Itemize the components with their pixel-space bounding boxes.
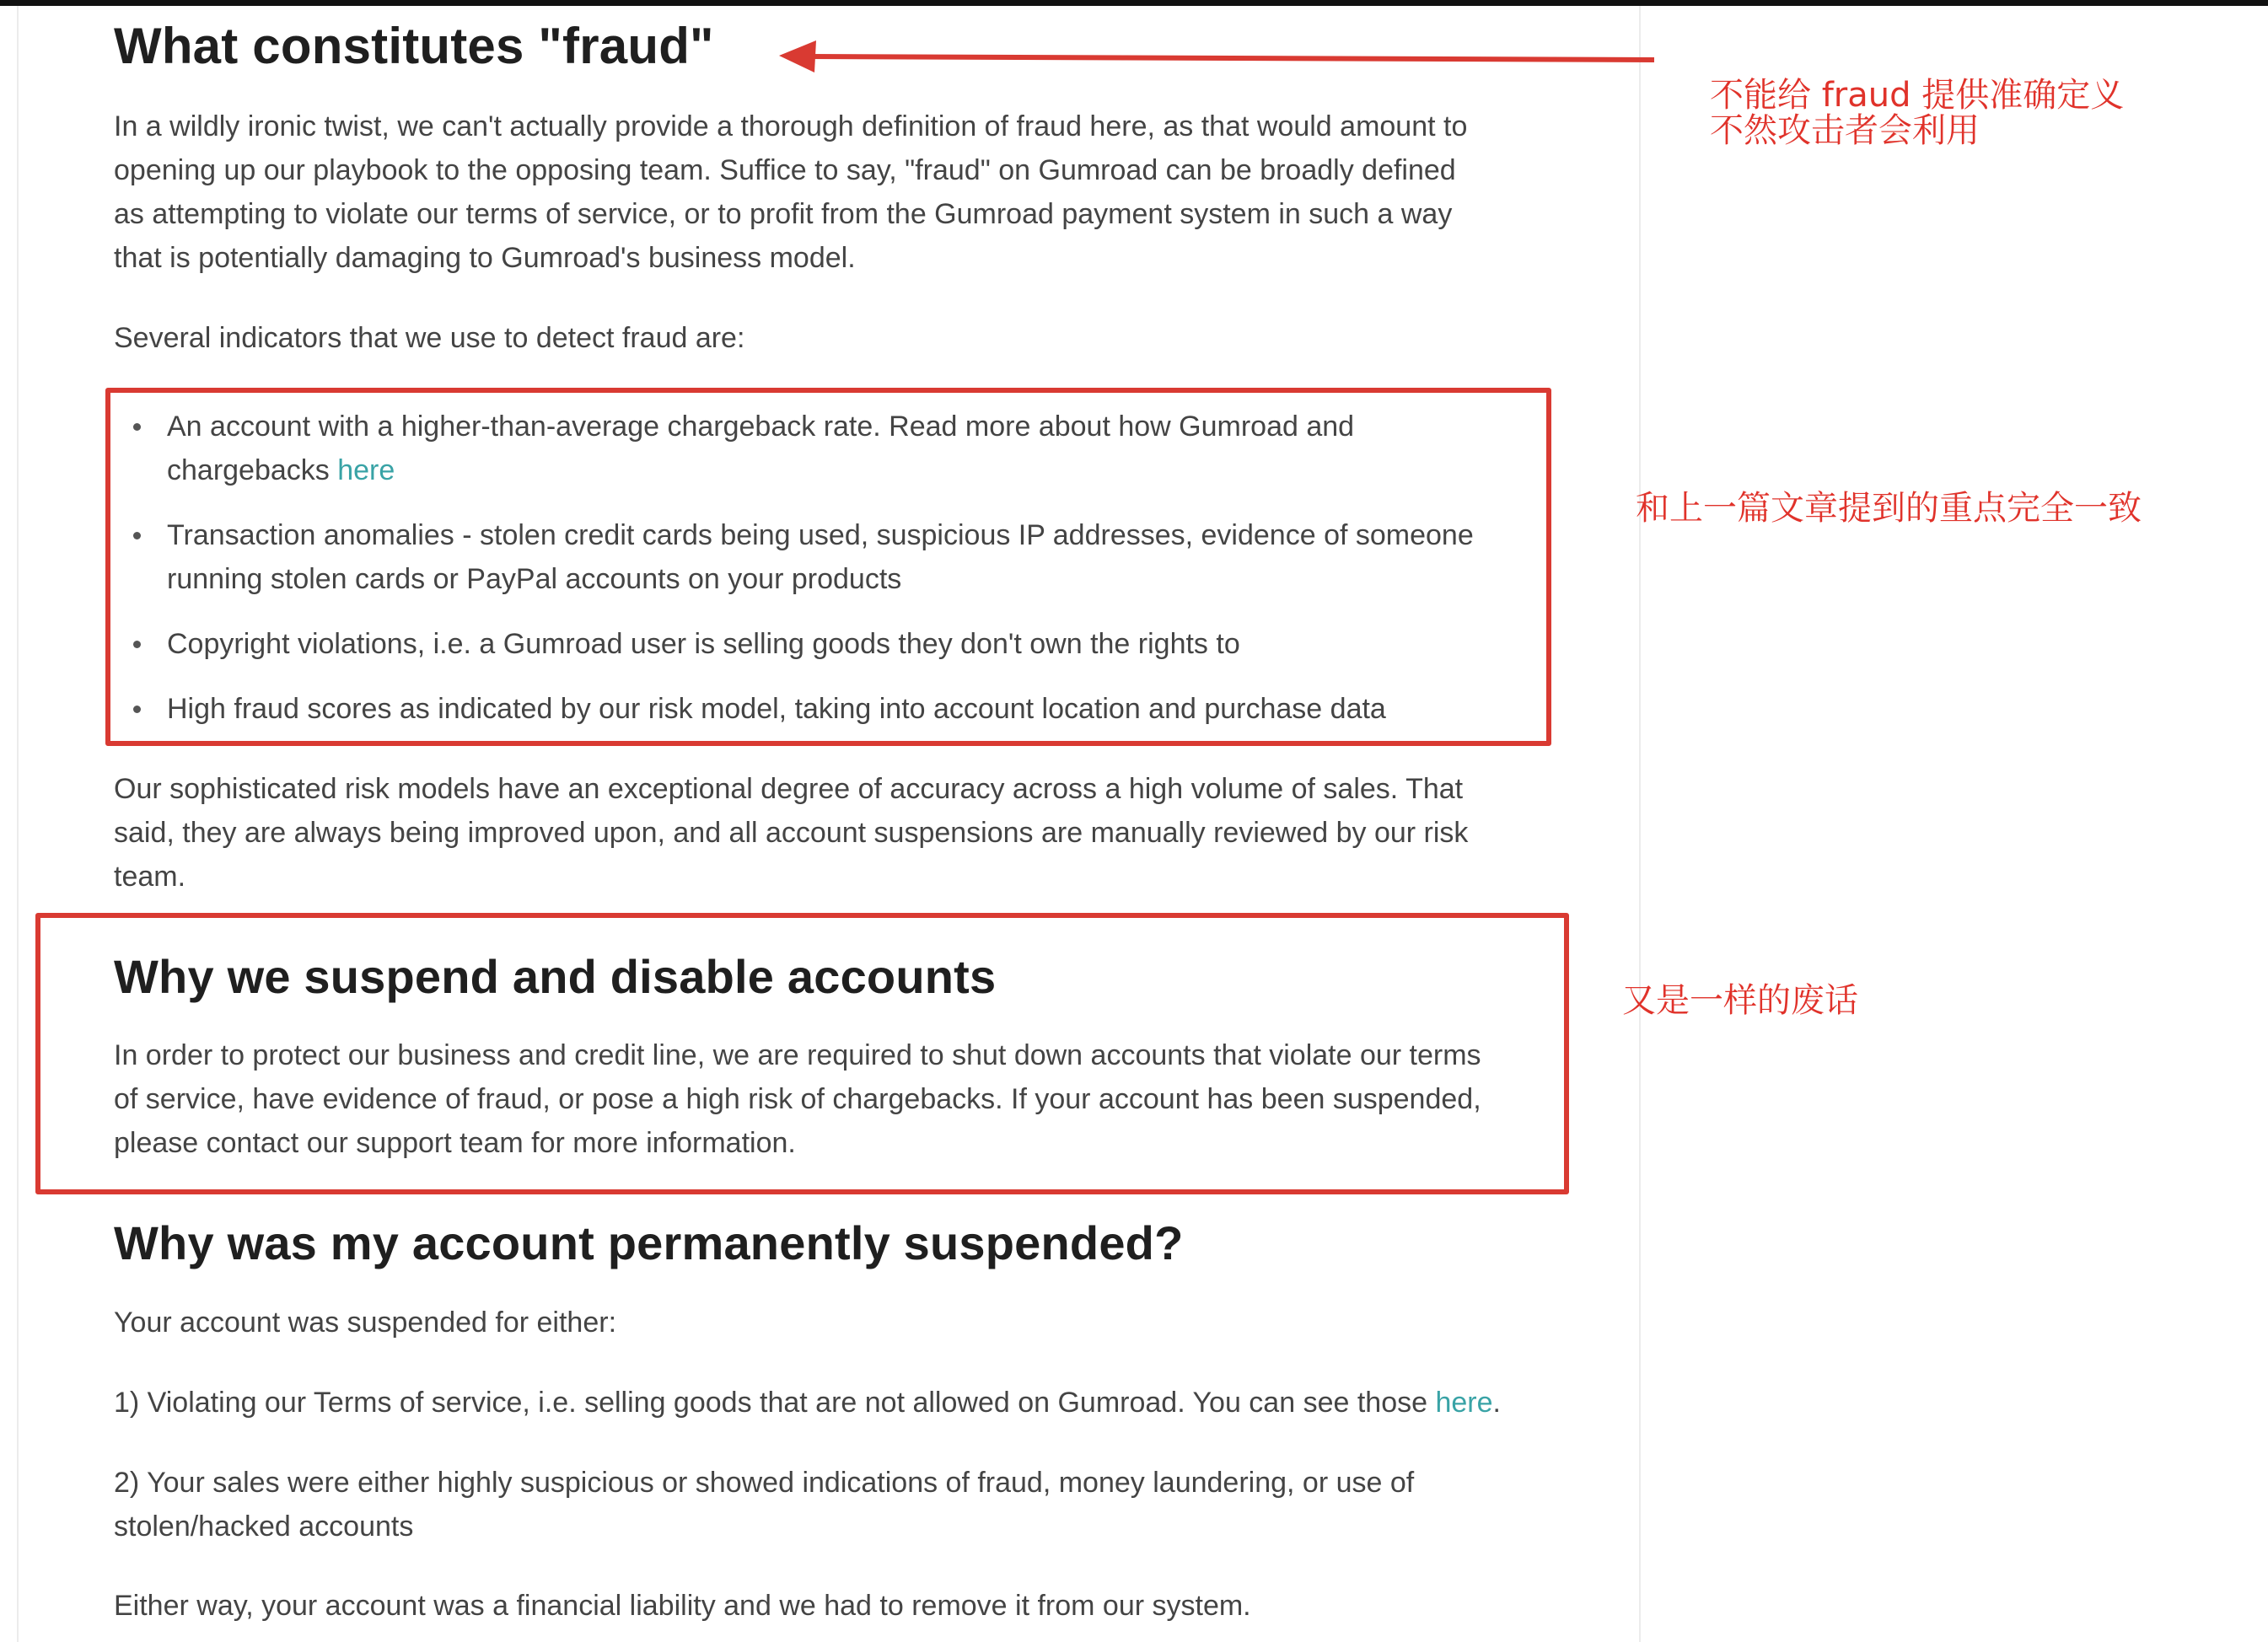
annotation-line: 不能给 fraud 提供准确定义 [1710,76,2125,115]
list-item-text: An account with a higher-than-average chargeback rate. Read more about how Gumroad and [167,410,1355,443]
paragraph-line: that is potentially damaging to Gumroad's business model. [114,242,856,274]
annotation-box-suspend [35,913,1569,1194]
paragraph-line: Our sophisticated risk models have an exceptional degree of accuracy across a high volume of sales. That [114,773,1464,805]
paragraph-line: please contact our support team for more information. [114,1127,796,1159]
annotation-note-definition [1710,78,2124,148]
paragraph-line: stolen/hacked accounts [114,1511,414,1543]
annotation-line: 不然攻击者会利用 [1710,111,1980,150]
paragraph-line: as attempting to violate our terms of service, or to profit from the Gumroad payment system in such a way [114,198,1453,230]
paragraph-line: team. [114,861,186,893]
paragraph-line: In order to protect our business and credit line, we are required to shut down accounts that violate our terms [114,1039,1481,1071]
suspended-for-paragraph: Your account was suspended for either: [114,1307,617,1339]
list-item-text-prefix: chargebacks [167,454,338,486]
financial-liability-paragraph: Either way, your account was a financial liability and we had to remove it from our system. [114,1590,1251,1622]
paragraph-line: said, they are always being improved upon, and all account suspensions are manually reviewed by our risk [114,817,1469,849]
list-item-text: High fraud scores as indicated by our risk model, taking into account location and purchase data [167,693,1386,725]
terms-violation-text: 1) Violating our Terms of service, i.e. selling goods that are not allowed on Gumroad. You can see those [114,1387,1436,1419]
paragraph-line: In a wildly ironic twist, we can't actually provide a thorough definition of fraud here, as that would amount to [114,110,1468,142]
list-item-text: Transaction anomalies - stolen credit cards being used, suspicious IP addresses, evidence of someone [167,519,1474,551]
paragraph-line: opening up our playbook to the opposing team. Suffice to say, "fraud" on Gumroad can be broadly defined [114,154,1456,186]
paragraph-line: of service, have evidence of fraud, or pose a high risk of chargebacks. If your account has been suspended, [114,1083,1481,1115]
annotation-box-indicators [105,388,1551,746]
annotation-note-consistent: 和上一篇文章提到的重点完全一致 [1636,489,2142,528]
paragraph-line: 2) Your sales were either highly suspicious or showed indications of fraud, money laundering, or use of [114,1467,1415,1499]
chargebacks-here-link[interactable]: here [337,454,395,486]
terms-here-link[interactable]: here [1435,1387,1493,1419]
heading-why-we-suspend: Why we suspend and disable accounts [114,950,997,1003]
terms-violation-suffix: . [1492,1387,1501,1419]
annotation-note-nonsense: 又是一样的废话 [1622,981,1858,1020]
heading-why-permanently-suspended: Why was my account permanently suspended? [114,1216,1184,1269]
heading-what-constitutes-fraud: What constitutes "fraud" [114,18,714,74]
fraud-indicators-intro: Several indicators that we use to detect fraud are: [114,322,745,354]
list-item-text: Copyright violations, i.e. a Gumroad user is selling goods they don't own the rights to [167,628,1240,660]
list-item-text-continued: running stolen cards or PayPal accounts on your products [167,563,902,595]
